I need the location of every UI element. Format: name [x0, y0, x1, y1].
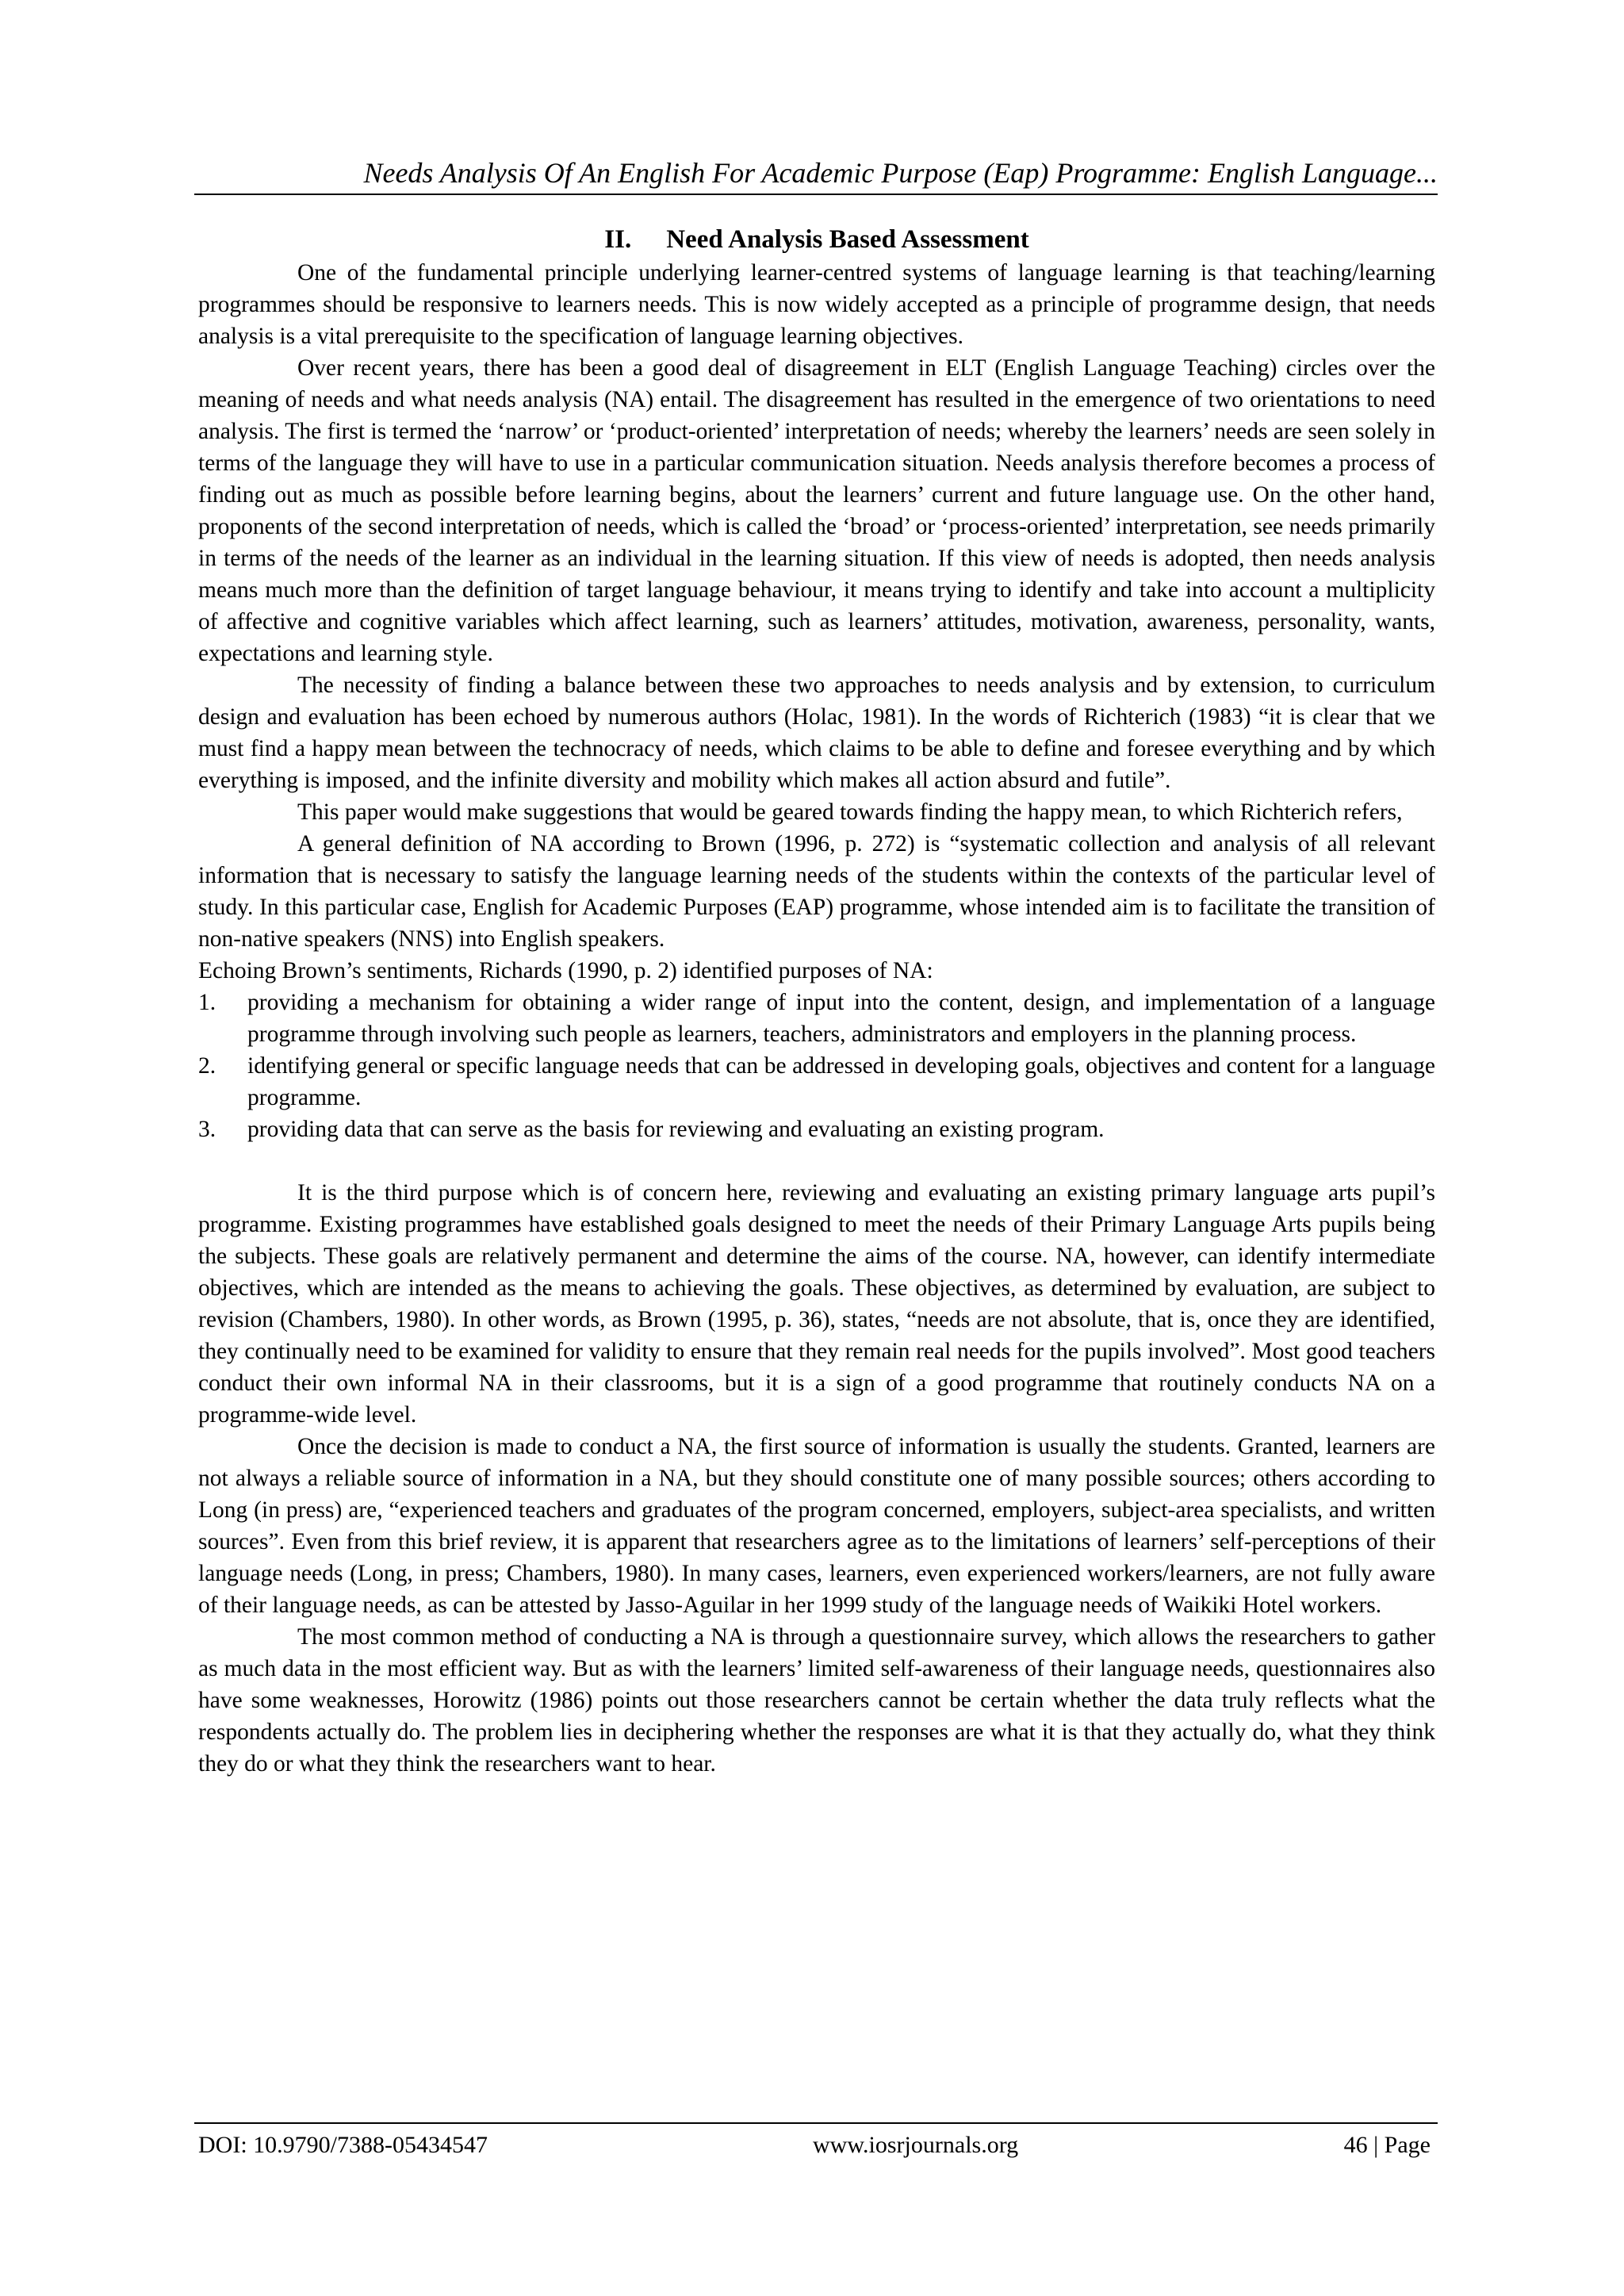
running-header: Needs Analysis Of An English For Academic Purpose (Eap) Programme: English Language...: [363, 157, 1438, 189]
paragraph-8: Once the decision is made to conduct a NA, the first source of information is usually the students. Granted, learners are not always a reliable source of information in a NA, but they should constitute one of many possible sources; others according to Long (in press) are, “experienced teachers and graduates of the program concerned, employers, subject-area specialists, and written sources”. Even from this brief review, it is apparent that researchers agree as to the limitations of learners’ self-perceptions of their language needs (Long, in press; Chambers, 1980). In many cases, learners, even experienced workers/learners, are not fully aware of their language needs, as can be attested by Jasso-Aguilar in her 1999 study of the language needs of Waikiki Hotel workers.: [198, 1434, 1435, 1618]
paragraph-5: A general definition of NA according to Brown (1996, p. 272) is “systematic collection and analysis of all relevant information that is necessary to satisfy the language learning needs of the students within the contexts of the particular level of study. In this particular case, English for Academic Purposes (EAP) programme, whose intended aim is to facilitate the transition of non-native speakers (NNS) into English speakers.: [198, 831, 1435, 952]
list-marker: 2.: [198, 1053, 216, 1079]
paragraph-1: One of the fundamental principle underlying learner-centred systems of language learning is that teaching/learning programmes should be responsive to learners needs. This is now widely accepted as a principle of programme design, that needs analysis is a vital prerequisite to the specification of language learning objectives.: [198, 260, 1435, 349]
list-item: [198, 1114, 1435, 1145]
header-rule: [194, 194, 1438, 195]
list-marker: 3.: [198, 1117, 216, 1142]
paragraph-9: The most common method of conducting a NA is through a questionnaire survey, which allows the researchers to gather as much data in the most efficient way. But as with the learners’ limited self-awareness of their language needs, questionnaires also have some weaknesses, Horowitz (1986) points out those researchers cannot be certain whether the data truly reflects what the respondents actually do. The problem lies in deciphering whether the responses are what it is that they actually do, what they think they do or what they think the researchers want to hear.: [198, 1624, 1435, 1777]
purposes-list: [198, 987, 1435, 1145]
paragraph-6: Echoing Brown’s sentiments, Richards (1990, p. 2) identified purposes of NA:: [198, 958, 933, 983]
footer-website: www.iosrjournals.org: [813, 2132, 1019, 2158]
paragraph-4: This paper would make suggestions that would be geared towards finding the happy mean, to which Richterich refers,: [297, 799, 1403, 825]
footer-page-number: 46 | Page: [1343, 2132, 1431, 2158]
footer-rule: [194, 2122, 1438, 2124]
section-title: Need Analysis Based Assessment: [666, 225, 1029, 254]
list-marker: 1.: [198, 990, 216, 1015]
paragraph-2: Over recent years, there has been a good deal of disagreement in ELT (English Language Teaching) circles over the meaning of needs and what needs analysis (NA) entail. The disagreement has resulted in the emergence of two orientations to need analysis. The first is termed the ‘narrow’ or ‘product-oriented’ interpretation of needs; whereby the learners’ needs are seen solely in terms of the language they will have to use in a particular communication situation. Needs analysis therefore becomes a process of finding out as much as possible before learning begins, about the learners’ current and future language use. On the other hand, proponents of the second interpretation of needs, which is called the ‘broad’ or ‘process-oriented’ interpretation, see needs primarily in terms of the needs of the learner as an individual in the learning situation. If this view of needs is adopted, then needs analysis means much more than the definition of target language behaviour, it means trying to identify and take into account a multiplicity of affective and cognitive variables which affect learning, such as learners’ attitudes, motivation, awareness, personality, wants, expectations and learning style.: [198, 355, 1435, 666]
paragraph-3: The necessity of finding a balance between these two approaches to needs analysis and by extension, to curriculum design and evaluation has been echoed by numerous authors (Holac, 1981). In the words of Richterich (1983) “it is clear that we must find a happy mean between the technocracy of needs, which claims to be able to define and foresee everything and by which everything is imposed, and the infinite diversity and mobility which makes all action absurd and futile”.: [198, 673, 1435, 793]
paragraph-7: It is the third purpose which is of concern here, reviewing and evaluating an existing primary language arts pupil’s programme. Existing programmes have established goals designed to meet the needs of their Primary Language Arts pupils being the subjects. These goals are relatively permanent and determine the aims of the course. NA, however, can identify intermediate objectives, which are intended as the means to achieving the goals. These objectives, as determined by evaluation, are subject to revision (Chambers, 1980). In other words, as Brown (1995, p. 36), states, “needs are not absolute, that is, once they are identified, they continually need to be examined for validity to ensure that they remain real needs for the pupils involved”. Most good teachers conduct their own informal NA in their classrooms, but it is a sign of a good programme that routinely conducts NA on a programme-wide level.: [198, 1180, 1435, 1428]
spacer: [198, 1145, 1435, 1177]
list-item: [198, 1050, 1435, 1114]
list-item-text: providing data that can serve as the basis for reviewing and evaluating an existing program.: [247, 1117, 1105, 1142]
article-body: [198, 222, 1435, 1780]
section-number: II.: [604, 225, 632, 254]
list-item-text: identifying general or specific language needs that can be addressed in developing goals, objectives and content for a language programme.: [247, 1053, 1435, 1110]
list-item-text: providing a mechanism for obtaining a wider range of input into the content, design, and implementation of a language programme through involving such people as learners, teachers, administrators and employers in the planning process.: [247, 990, 1435, 1047]
footer-doi: DOI: 10.9790/7388-05434547: [198, 2132, 488, 2158]
list-item: [198, 987, 1435, 1050]
section-heading: [198, 222, 1435, 257]
